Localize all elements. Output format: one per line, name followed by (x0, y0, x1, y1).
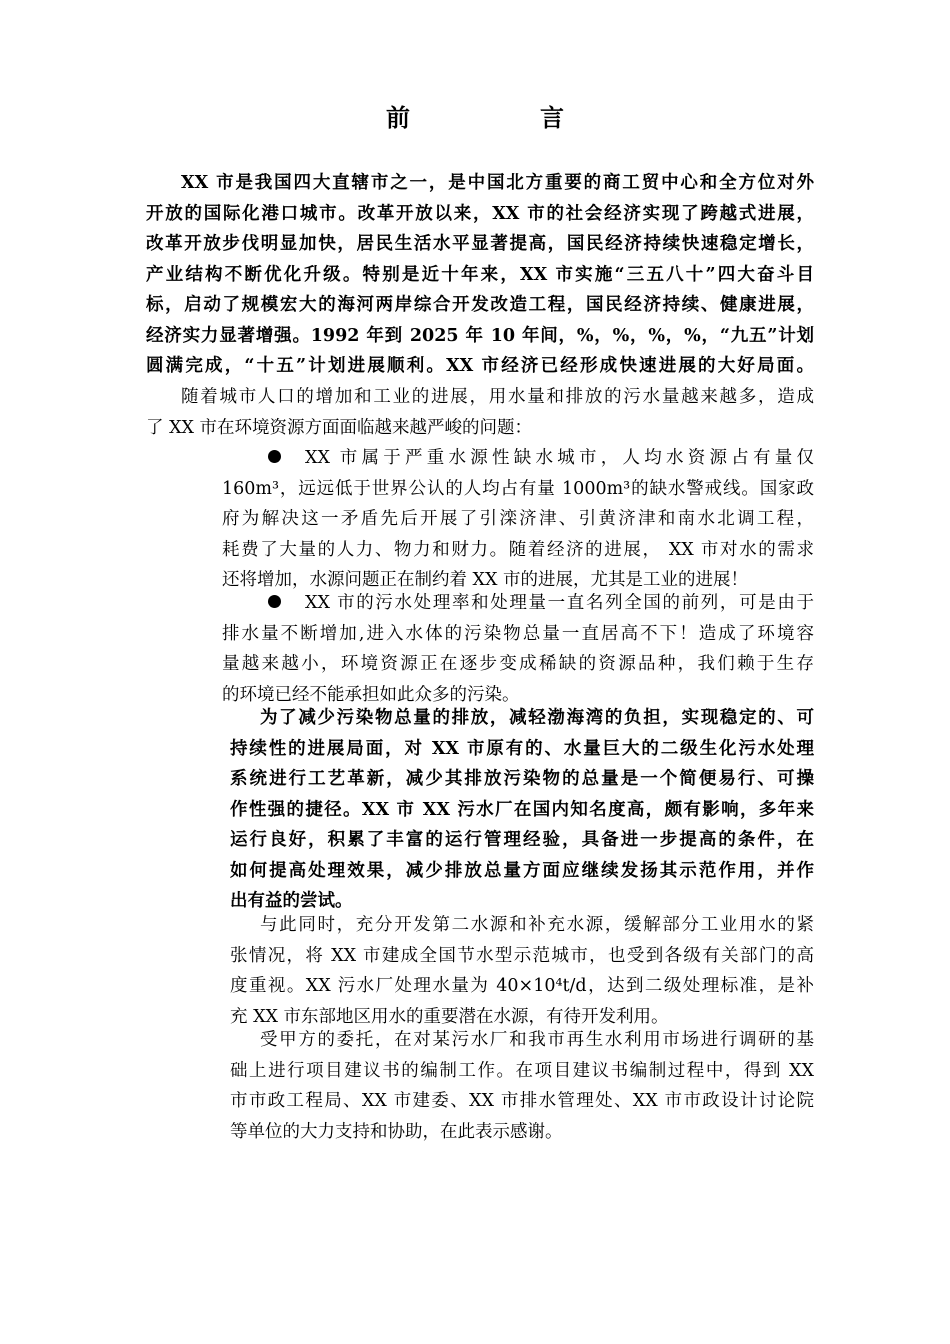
page-title (0, 98, 950, 133)
paragraph-line: 量越来越小，环境资源正在逐步变成稀缺的资源品种，我们赖于生存 (222, 654, 814, 674)
paragraph-line: 等单位的大力支持和协助，在此表示感谢。 (230, 1121, 563, 1142)
bullet-line-text: XX 市的污水处理率和处理量一直名列全国的前列，可是由于 (305, 593, 814, 613)
paragraph-line: 持续性的进展局面，对 XX 市原有的、水量巨大的二级生化污水处理 (230, 738, 814, 759)
paragraph-line: 产业结构不断优化升级。特别是近十年来，XX 市实施“三五八十”四大奋斗目 (146, 264, 814, 285)
paragraph-line: 张情况，将 XX 市建成全国节水型示范城市，也受到各级有关部门的高 (230, 945, 814, 966)
paragraph-line: 的环境已经不能承担如此众多的污染。 (222, 684, 520, 705)
paragraph-line: 随着城市人口的增加和工业的进展，用水量和排放的污水量越来越多，造成 (181, 387, 814, 407)
paragraph-line: 作性强的捷径。XX 市 XX 污水厂在国内知名度高，颇有影响，多年来 (230, 799, 814, 820)
paragraph-line (222, 443, 814, 474)
paragraph-line: 如何提高处理效果，减少排放总量方面应继续发扬其示范作用，并作 (230, 860, 814, 881)
paragraph-line: 圆满完成，“十五”计划进展顺利。XX 市经济已经形成快速进展的大好局面。 (146, 356, 814, 376)
paragraph-line: 受甲方的委托，在对某污水厂和我市再生水利用市场进行调研的基 (260, 1030, 814, 1050)
paragraph-line: 运行良好，积累了丰富的运行管理经验，具备进一步提高的条件，在 (230, 830, 814, 850)
paragraph-line: 了 XX 市在环境资源方面面临越来越严峻的问题： (146, 417, 533, 438)
paragraph-line: 改革开放步伐明显加快，居民生活水平显著提高，国民经济持续快速稳定增长， (146, 234, 814, 254)
bullet-item-pollution (222, 588, 814, 710)
paragraph-line: 度重视。XX 污水厂处理水量为 40×10⁴t/d，达到二级处理标准，是补 (230, 976, 814, 996)
paragraph-line: 市市政工程局、XX 市建委、XX 市排水管理处、XX 市市政设计讨论院 (230, 1091, 814, 1111)
paragraph-line: 开放的国际化港口城市。改革开放以来，XX 市的社会经济实现了跨越式进展， (146, 203, 814, 224)
paragraph-line: 与此同时，充分开发第二水源和补充水源，缓解部分工业用水的紧 (260, 915, 814, 935)
paragraph-second-water-source (230, 910, 814, 1032)
paragraph-line: 充 XX 市东部地区用水的重要潜在水源，有待开发利用。 (230, 1006, 669, 1027)
paragraph-line: 经济实力显著增强。1992 年到 2025 年 10 年间，%，%，%，%，“九五”计划 (146, 325, 814, 346)
bullet-icon (268, 595, 281, 608)
paragraph-line: 还将增加，水源问题正在制约着 XX 市的进展，尤其是工业的进展！ (222, 570, 749, 590)
bullet-icon (268, 450, 281, 463)
title-char-2: 言 (540, 104, 564, 132)
paragraph-line: 础上进行项目建议书的编制工作。在项目建议书编制过程中，得到 XX (230, 1060, 814, 1081)
paragraph-line (222, 588, 814, 619)
title-char-1: 前 (386, 104, 410, 132)
paragraph-acknowledgement (230, 1025, 814, 1147)
paragraph-line: 排水量不断增加,进入水体的污染物总量一直居高不下！造成了环境容 (222, 623, 814, 644)
paragraph-process-upgrade (230, 703, 814, 917)
paragraph-line: 为了减少污染物总量的排放，减轻渤海湾的负担，实现稳定的、可 (260, 708, 814, 728)
paragraph-line: 出有益的尝试。 (230, 891, 353, 911)
bullet-line-text: XX 市属于严重水源性缺水城市，人均水资源占有量仅 (305, 448, 814, 468)
paragraph-line: 府为解决这一矛盾先后开展了引滦济津、引黄济津和南水北调工程， (222, 509, 814, 529)
paragraph-line: 系统进行工艺革新，减少其排放污染物的总量是一个简便易行、可操 (230, 769, 814, 789)
paragraph-problems-intro (146, 382, 814, 443)
paragraph-line: XX 市是我国四大直辖市之一，是中国北方重要的商工贸中心和全方位对外 (181, 173, 814, 193)
paragraph-intro (146, 168, 814, 382)
paragraph-line: 标，启动了规模宏大的海河两岸综合开发改造工程，国民经济持续、健康进展， (146, 295, 814, 315)
bullet-item-water-shortage (222, 443, 814, 596)
paragraph-line: 耗费了大量的人力、物力和财力。随着经济的进展， XX 市对水的需求 (222, 539, 814, 560)
paragraph-line: 160m³，远远低于世界公认的人均占有量 1000m³的缺水警戒线。国家政 (222, 478, 814, 499)
